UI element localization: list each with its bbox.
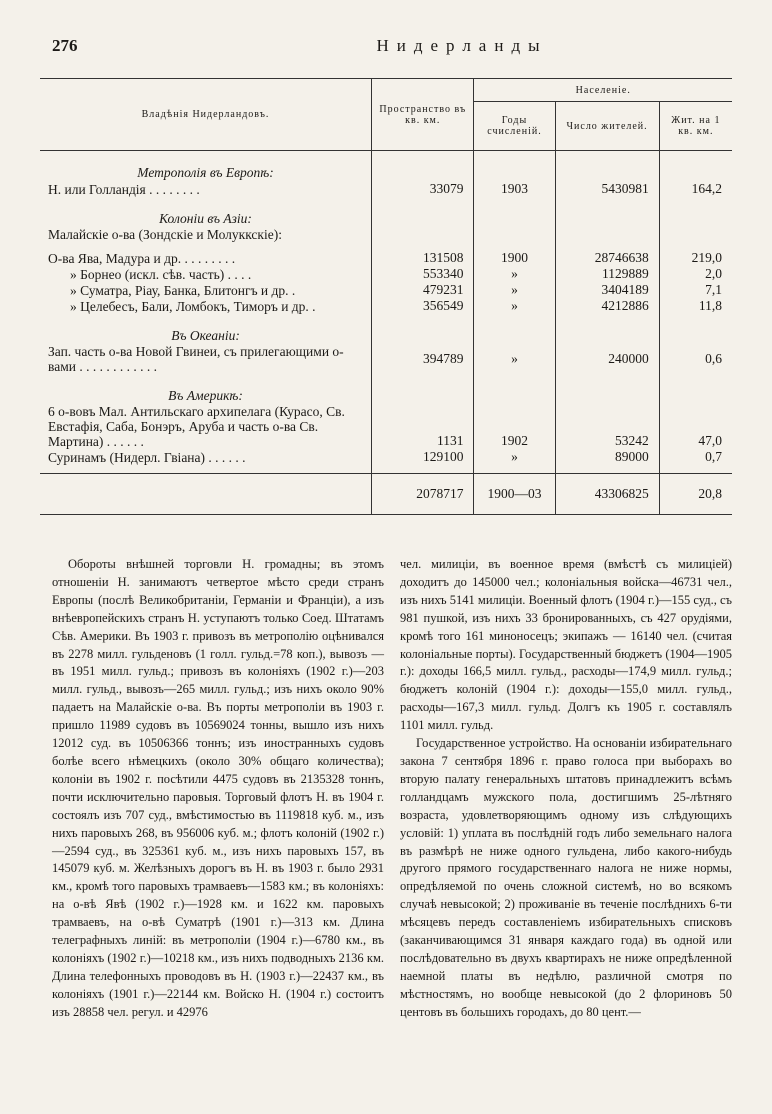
running-title: Нидерланды <box>376 36 548 55</box>
col-header-year: Годы счисленій. <box>474 102 555 151</box>
col-header-area: Пространство въ кв. км. <box>372 79 474 151</box>
col-header-possessions: Владѣнія Нидерландовъ. <box>40 79 372 151</box>
possessions-table <box>40 78 732 515</box>
section-heading: Въ Америкѣ: <box>40 382 732 404</box>
table-total-row: 2078717 1900—03 43306825 20,8 <box>40 474 732 515</box>
section-heading: Метрополія въ Европѣ: <box>40 159 732 181</box>
table-row: Зап. часть о-ва Новой Гвинеи, съ прилегающими о-вами . . . . . . . . . . . . 394789 » 240000 0,6 <box>40 344 732 374</box>
table-row: 6 о-вовъ Мал. Антильскаго архипелага (Курасо, Св. Евстафія, Саба, Бонэръ, Аруба и часть о-ва Св. Мартина) . . . . . . 1131 1902 53242 47,0 <box>40 404 732 449</box>
table-row: Суринамъ (Нидерл. Гвіана) . . . . . . 129100 » 89000 0,7 <box>40 449 732 465</box>
table-row: » Суматра, Ріау, Банка, Блитонгъ и др. . 479231 » 3404189 7,1 <box>40 282 732 298</box>
section-heading: Въ Океаніи: <box>40 322 732 344</box>
table-row: » Целебесъ, Бали, Ломбокъ, Тиморъ и др. . 356549 » 4212886 11,8 <box>40 298 732 314</box>
paragraph: Обороты внѣшней торговли Н. громадны; въ этомъ отношеніи Н. занимаютъ четвертое мѣсто среди странъ Европы (послѣ Великобританіи, Германіи и Франціи), а изъ внѣевропейскихъ странъ Н. уступаютъ только Соед. Штатамъ Сѣв. Америки. Въ 1903 г. привозъ въ метрополію оцѣнивался въ 2278 милл. гульденовъ (1 голл. гульд.=78 коп.), вывозъ — въ 1951 милл. гульд.; привозъ въ колоніяхъ (1902 г.)—203 милл. гульд., вывозъ—265 милл. гульд.; изъ нихъ около 90% падаетъ на Малайскіе о-ва. Въ порты метрополіи въ 1903 г. пришло 11989 судовъ въ 10569024 тонны, вышло изъ нихъ 12012 суд. въ 10506366 тоннъ; изъ иностранныхъ судовъ болѣе всего нѣмецкихъ (около 30% общаго количества); колоніи въ 1902 г. посѣтили 4475 судовъ въ 2135328 тоннъ, почти исключительно паровыя. Торговый флотъ Н. въ 1904 г. состоялъ изъ 707 суд., вмѣстимостью въ 1119818 куб. м., изъ нихъ паровыхъ 268, въ 956006 куб. м.; флотъ колоній (1902 г.)—2594 суд., въ 325361 куб. м., изъ нихъ паровыхъ 157, въ 145079 куб. м. Желѣзныхъ дорогъ въ Н. въ 1903 г. было 2931 км., кромѣ того паровыхъ трамваевъ—1583 км.; въ колоніяхъ: на о-вѣ Явѣ (1902 г.)—1928 км. и 1622 км. паровыхъ трамваевъ, на о-вѣ Суматрѣ (1901 г.)—313 км. Длина телеграфныхъ линій: въ метрополіи (1904 г.)—6780 км., въ колоніяхъ (1902 г.)—10218 км., изъ нихъ подводныхъ 2136 км. Длина телефонныхъ проводовъ въ Н. (1903 г.)—22437 км., въ колоніяхъ (1901 г.)—22144 км. Войско Н. (1904 г.) состоитъ изъ 28858 чел. регул. и 42976 <box>52 557 384 1019</box>
column-right <box>400 556 732 1022</box>
col-header-inhabitants: Число жителей. <box>555 102 659 151</box>
section-heading: Колоніи въ Азіи: <box>40 205 732 227</box>
table-row: О-ва Ява, Мадура и др. . . . . . . . . 131508 1900 28746638 219,0 <box>40 250 732 266</box>
page-number: 276 <box>52 36 78 55</box>
paragraph: чел. милиціи, въ военное время (вмѣстѣ съ милиціей) доходитъ до 145000 чел.; колоніальныя войска—46731 чел., изъ нихъ 5141 милиціи. Военный флотъ (1904 г.)—155 суд., съ 981 пушкой, изъ нихъ 33 бронированныхъ, съ 427 орудіями, кромѣ того 161 миноносецъ; экипажъ — 16140 чел. (считая колоніальные порты). Государственный бюджетъ (1904—1905 г.): доходы 166,5 милл. гульд., расходы—174,9 милл. гульд.; бюджетъ колоній (1904 г.): доходы—155,0 милл. гульд., расходы—167,3 милл. гульд. Долгъ къ 1905 г. составлялъ 1101 милл. гульд. <box>400 557 732 733</box>
table-row: Малайскіе о-ва (Зондскіе и Молуккскіе): <box>40 227 732 242</box>
article-body <box>52 556 730 1096</box>
table-row: » Борнео (искл. сѣв. часть) . . . . 553340 » 1129889 2,0 <box>40 266 732 282</box>
paragraph: Государственное устройство. На основаніи избирательнаго закона 7 сентября 1896 г. право голоса при выборахъ во вторую палату генеральныхъ штатовъ принадлежитъ всѣмъ голландцамъ мужского пола, достигшимъ 25-лѣтняго возраста, удовлетворяющимъ одному изъ слѣдующихъ условій: 1) уплата въ послѣдній годъ либо земельнаго налога въ размѣрѣ не ниже одного гульдена, либо какого-нибудь другого прямого государственнаго налога не ниже нормы, опредѣляемой по очень сложной системѣ, но во всякомъ случаѣ невысокой; 2) проживаніе въ теченіе послѣднихъ 6-ти мѣсяцевъ передъ составленіемъ избирательныхъ списковъ (заканчивающимся 31 января каждаго года) въ одной или послѣдовательно въ двухъ квартирахъ не ниже опредѣленной наемной платы въ недѣлю, различной смотря по мѣстностямъ, но вообще невысокой (до 2 флориновъ 50 центовъ въ большихъ городахъ, до 80 цент.— <box>400 736 732 1019</box>
col-header-population: Населеніе. <box>474 79 732 102</box>
col-header-density: Жит. на 1 кв. км. <box>659 102 732 151</box>
table-row: Н. или Голландія . . . . . . . . 33079 1903 5430981 164,2 <box>40 181 732 197</box>
column-left <box>52 556 384 1022</box>
running-header <box>52 36 732 60</box>
